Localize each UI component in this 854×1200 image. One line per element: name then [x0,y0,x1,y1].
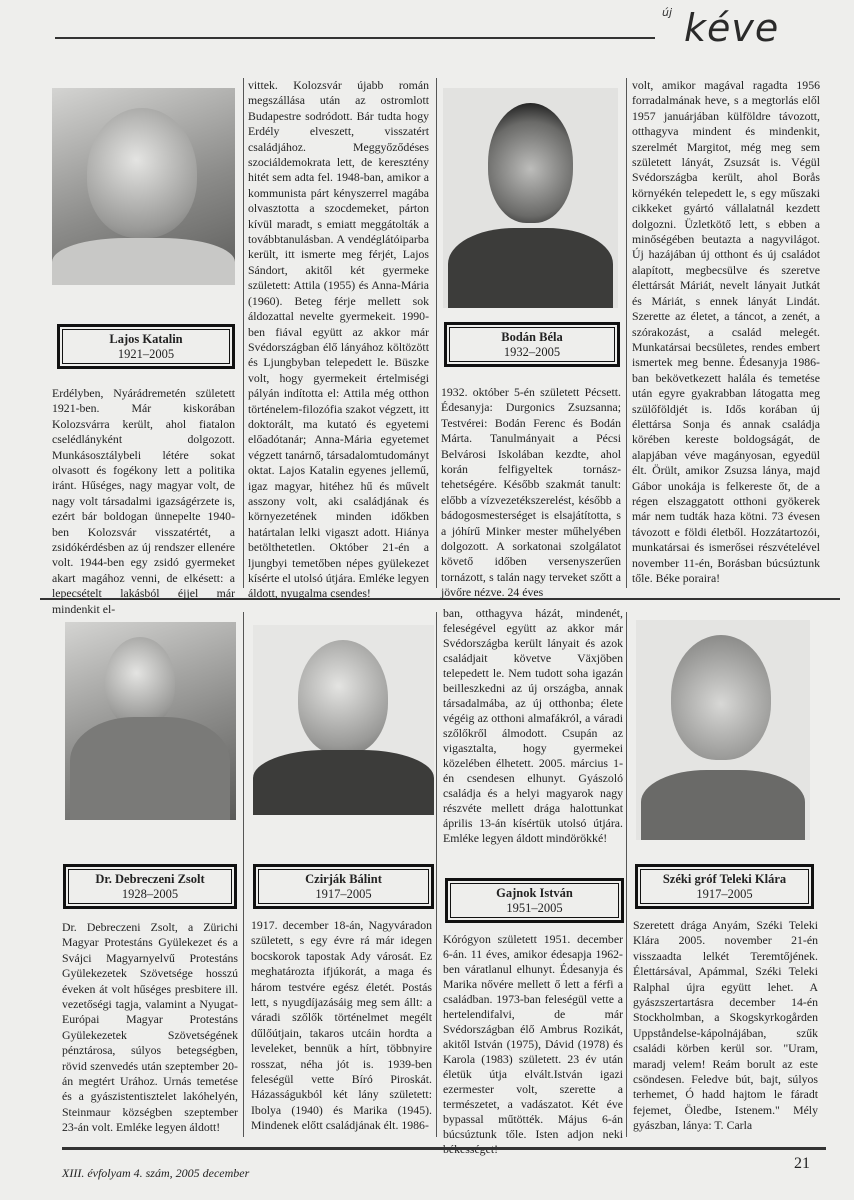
obituary-years: 1951–2005 [506,901,563,915]
portrait-photo-czirjak-balint [253,625,434,815]
portrait-photo-bodan-bela [443,88,618,308]
obituary-text: Dr. Debreczeni Zsolt, a Zürichi Magyar Protestáns Gyülekezet és a Svájci Magyarnyelvű Protestáns Gyülekezetek Szövetsége hosszú éveken át volt hűséges presbitere ill. vezetőségi tagja, valamint a Nyugat-Európai Magyar Protestáns Gyülekezetek Szövetségének pénztárosa, súlyos betegségben, rövid szenvedés után szeptember 20-án megtért Urához. Urnás temetése és a gyászistentisztelet lakóhelyén, Steinmaur községben szeptember 23-án volt. Emléke legyen áldott! [62,920,238,1135]
column-divider [436,612,437,1137]
obituary-text: Erdélyben, Nyárádremetén született 1921-ben. Már kiskorában Kolozsvárra került, ahol fiatalon cselédlányként dolgozott. Munkásosztálybeli létére sokat olvasott és fogékony lett a politika iránt. Hűséges, nagy magyar volt, de nagy volt társadalmi igazságérzete is, ezért bár boldogan ünnepelte 1940-ben Kolozsvár visszatértét, a zsidókérdésben az új rendszer ellenére volt. 1944-ben egy zsidó gyermeket akart magához venni, de elkésett: a lepecsételt lakásból éjjel már mindenkit el- [52,386,235,616]
photo-head-shape [105,637,175,727]
photo-head-shape [488,103,573,223]
name-box-czirjak-balint [253,864,434,909]
obituary-text-continued: volt, amikor magával ragadta 1956 forradalmának heve, s a megtorlás elől 1957 januárjában külföldre távozott, otthagyva mindent és mindenkit, szerelmét Margitot, még meg sem született lányát, Zsuzsát is. Végül Svédországba került, ahol Borås környékén telepedett le, s egy műszaki cikkeket gyártó vállalatnál kezdett dolgozni. Üzletkötő lett, s ebben a minőségében beutazta a nagyvilágot. Új hazájában új otthont és új családot alapított, megbecsülve és szeretve élettársát Máriát, nevelt lányait Jutkát és Máriát, s ennek lányát Lindát. Szerette az életet, a táncot, a zenét, a szórakozást, a család melegét. Munkatársai becsületes, rendes embert ismertek meg benne. Édesanyja 1986-ban bekövetkezett halála és temetése után egyre gyakrabban látogatta meg szülőföldjét is. Idős korában új élettársa Sonja és annak családja körében kereste boldogságát, de alapjában véve magányosan, egyedül élt. Örült, amikor Zsuzsa lánya, majd Gábor unokája is felkereste őt, de a régen elszaggatott otthoni gyökerek már nem tudták haza kötni. 73 évesen távozott e földi életből. Hozzátartozói, munkatársai és ismerősei részvételével november 11-én, Borásban búcsúztunk tőle. Béke poraira! [632,78,820,585]
issue-info: XIII. évfolyam 4. szám, 2005 december [62,1166,250,1180]
obituary-text: 1932. október 5-én született Pécsett. Édesanyja: Durgonics Zsuzsanna; Testvérei: Bodán Ferenc és Bodán Márta. Tanulmányait a Pécsi Belvárosi Iskolában kezdte, ahol korán felfigyeltek tornász-tehetségére. Később szakmát tanult: előbb a vízvezetékszerelést, később a bádogosmesterséget is elsajátította, s a jóhírű Minker mester műhelyében dolgozott. A sorkatonai szolgálatot követő időben versenyszerűen tornázott, s talán nagy terveket szőtt a jövőre nézve. 24 éves [441,385,621,600]
obituary-text-continued: vittek. Kolozsvár újabb román megszállása után az ostromlott Budapestre sodródott. Bár tudta hogy Erdély elveszett, visszatért családjához. Meggyőződéses szociáldemokrata lett, de keresztény hitét sem adta fel. 1948-ban, amikor a kommunista párt kényszerrel magába olvasztotta a szocdemeket, párton kívül maradt, s emiatt meggátolták a továbbtanulásban. A vendéglátóiparba került, itt ismerte meg férjét, Lajos Sándort, akitől két gyermeke született: Attila (1955) és Anna-Mária (1960). Beteg férje mellett sok áldozattal nevelte gyermekeit. 1990-ben fiával együtt az akkor már Svédországban élő lányához költözött és Ljungbyban telepedett le. Büszke volt, hogy gyermekeit értelmiségi pályán indította el: Attila még otthon történelem-filozófia szakot végzett, itt doktorált, ma kutató és egyetemi előadótanár; Anna-Mária egyetemet végzett tanárnő, társadalomtudományt oktat. Lajos Katalin egyenes jellemű, igaz magyar, hitéhez hű és művelt asszony volt, aki családjának és környezetének minden időkben határtalan lelki vigaszt adott. Hiánya betölthetetlen. Október 21-én a ljungbyi temetőben népes gyülekezet kísérte el utolsó útjára. Emléke legyen áldott, nyugalma csendes! [248,78,429,601]
obituary-name: Dr. Debreczeni Zsolt [95,872,205,886]
obituary-text: 1917. december 18-án, Nagyváradon született, s egy évre rá már idegen bocskorok tapostak Ady városát. Ez meghatározta ifjúkorát, a maga és három testvére egész életét. Postás lett, s nyugdíjazásáig meg sem állt: a váradi szőlők történelmet megélt dűlőútjain, takaros utcáin hordta a leveleket, bennük a hírt, többnyire rosszat, néha jót is. 1939-ben feleségül vette Bíró Piroskát. Házasságukból két lány született: Ibolya (1940) és Marika (1945). Mindenek előtt családjának élt. 1986- [251,918,432,1133]
obituary-name: Bodán Béla [501,330,563,344]
portrait-photo-debreczeni-zsolt [65,622,236,820]
name-box-lajos-katalin [57,324,235,369]
page-number: 21 [794,1155,810,1172]
name-box-debreczeni-zsolt [63,864,237,909]
photo-body-shape [52,238,235,285]
photo-body-shape [448,228,613,308]
obituary-name: Széki gróf Teleki Klára [662,872,787,886]
name-box-bodan-bela [444,322,620,367]
obituary-name: Gajnok István [496,886,573,900]
name-box-gajnok-istvan [445,878,624,923]
portrait-photo-teleki-klara [636,620,810,840]
obituary-text-continued: ban, otthagyva házát, mindenét, feleségével együtt az akkor már Svédországba került lányait és azok családjait követve Växjöben telepedett le. Nem tudott soha igazán beilleszkedni az új országba, annak társadalmába, az új otthonba; élete végéig az otthoni almafákról, a váradi szőlőkről álmodott. Csupán az vigasztalta, hogy gyermekei közelében élhetett. 2005. március 1-én csendesen elhunyt. Gyászoló családja és a helyi magyarok nagy részvéte mellett drága halottunkat április 13-án kísértük utolsó útjára. Emléke legyen áldott mindörökké! [443,606,623,845]
column-divider [436,78,437,588]
logo-small-text: új [662,6,673,19]
header-rule [55,37,655,39]
footer-rule [62,1147,826,1150]
column-divider [243,78,244,588]
magazine-logo: kéve [684,6,780,50]
obituary-text: Szeretett drága Anyám, Széki Teleki Klára 2005. november 21-én visszaadta lelkét Teremtőjének. Élettársával, Apámmal, Széki Teleki Ralphal újra együtt lehet. A gyászszertartásra december 14-én Stockholmban, a Skogskyrkogården Uppståndelse-kápolnájában, szűk családi körben kerül sor. "Uram, maradj velem! Reám borult az este csöndesen. Feledve bút, bajt, súlyos terhemet, Ó hadd hajtom le fáradt fejemet, Öledbe, Istenem." Mély gyászban, lánya: T. Carla [633,918,818,1133]
obituary-name: Czirják Bálint [305,872,382,886]
obituary-text: Kórógyon született 1951. december 6-án. 11 éves, amikor édesapja 1962-ben váratlanul elhunyt. Édesanyja és Marika nővére mellett ő lett a férfi a családban. 1973-ban feleségül vette a hertelendifalvi, de már Svédországban élő Ambrus Rozikát, akitől István (1975), Dávid (1978) és Karola (1983) született. 23 év után életük útja elvált.István igazi ezermester volt, szerette a természetet, a vadászatot. Két éve bypassal műtötték. Május 6-án búcsúztunk tőle. Isten adjon neki [443,932,623,1141]
photo-head-shape [671,635,771,760]
photo-body-shape [70,717,230,820]
column-divider [243,612,244,1137]
obituary-years: 1928–2005 [121,887,179,901]
portrait-photo-lajos-katalin [52,88,235,285]
column-divider [626,78,627,588]
name-box-teleki-klara [635,864,814,909]
obituary-years: 1921–2005 [117,347,175,361]
photo-head-shape [87,108,197,238]
obituary-years: 1932–2005 [503,345,561,359]
obituary-years: 1917–2005 [315,887,372,901]
obituary-name: Lajos Katalin [109,332,183,346]
obituary-years: 1917–2005 [696,887,753,901]
photo-body-shape [253,750,434,815]
photo-body-shape [641,770,805,840]
column-divider [626,612,627,1137]
photo-head-shape [298,640,388,755]
